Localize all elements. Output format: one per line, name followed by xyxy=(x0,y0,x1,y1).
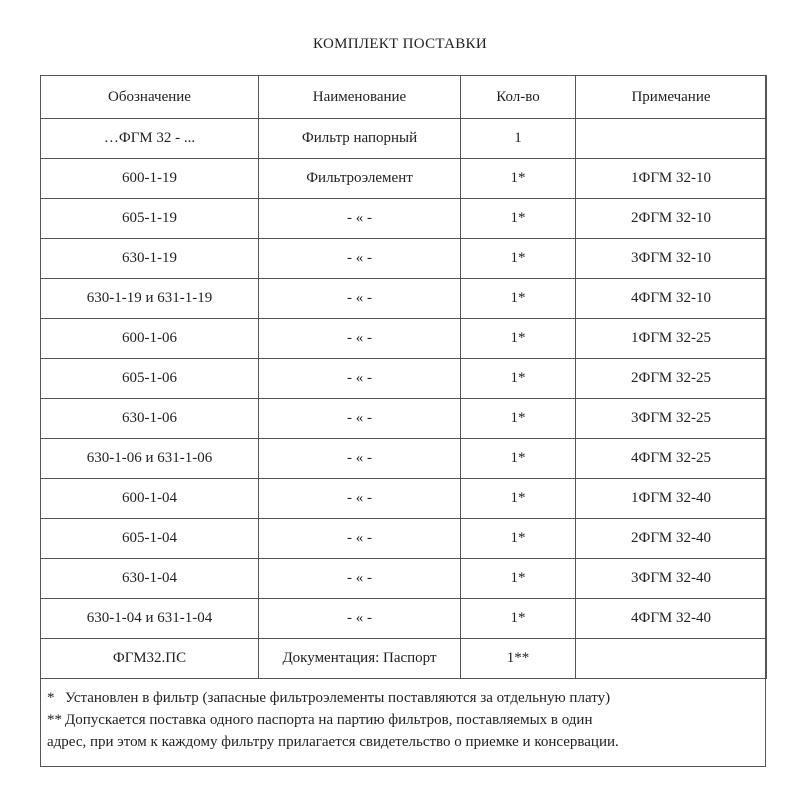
cell-designation: 630-1-04 xyxy=(41,559,259,599)
cell-quantity: 1* xyxy=(461,439,576,479)
cell-name: - « - xyxy=(259,279,461,319)
table-row xyxy=(41,359,767,399)
cell-name: - « - xyxy=(259,519,461,559)
table-row xyxy=(41,159,767,199)
supply-kit-frame xyxy=(40,75,766,767)
cell-note: 2ФГМ 32-40 xyxy=(576,519,767,559)
table-row xyxy=(41,439,767,479)
header-designation: Обозначение xyxy=(41,76,259,119)
footnotes xyxy=(47,687,759,753)
cell-designation: 600-1-06 xyxy=(41,319,259,359)
cell-name: - « - xyxy=(259,479,461,519)
cell-name: - « - xyxy=(259,199,461,239)
cell-note xyxy=(576,119,767,159)
cell-note: 2ФГМ 32-10 xyxy=(576,199,767,239)
table-row xyxy=(41,479,767,519)
cell-note: 2ФГМ 32-25 xyxy=(576,359,767,399)
cell-name: - « - xyxy=(259,399,461,439)
cell-name: - « - xyxy=(259,239,461,279)
header-quantity: Кол-во xyxy=(461,76,576,119)
cell-name: Фильтроэлемент xyxy=(259,159,461,199)
footnote-2-mark: ** xyxy=(47,712,62,728)
table-row xyxy=(41,559,767,599)
cell-quantity: 1** xyxy=(461,639,576,679)
table-row xyxy=(41,279,767,319)
cell-quantity: 1* xyxy=(461,159,576,199)
cell-designation: 600-1-04 xyxy=(41,479,259,519)
cell-name: - « - xyxy=(259,599,461,639)
footnote-2-text: Допускается поставка одного паспорта на партию фильтров, поставляемых в один xyxy=(65,712,593,728)
cell-name: - « - xyxy=(259,319,461,359)
table-body xyxy=(41,119,767,679)
cell-name: Документация: Паспорт xyxy=(259,639,461,679)
cell-designation: 630-1-04 и 631-1-04 xyxy=(41,599,259,639)
cell-quantity: 1* xyxy=(461,359,576,399)
table-row xyxy=(41,319,767,359)
header-note: Примечание xyxy=(576,76,767,119)
cell-note: 1ФГМ 32-40 xyxy=(576,479,767,519)
cell-designation: 605-1-19 xyxy=(41,199,259,239)
cell-quantity: 1* xyxy=(461,199,576,239)
cell-quantity: 1* xyxy=(461,319,576,359)
table-row xyxy=(41,199,767,239)
cell-note: 1ФГМ 32-25 xyxy=(576,319,767,359)
header-name: Наименование xyxy=(259,76,461,119)
cell-note: 3ФГМ 32-25 xyxy=(576,399,767,439)
table-header-row xyxy=(41,76,767,119)
table-row xyxy=(41,239,767,279)
cell-designation: 630-1-19 и 631-1-19 xyxy=(41,279,259,319)
cell-quantity: 1 xyxy=(461,119,576,159)
footnote-1-mark: * xyxy=(47,690,55,706)
supply-kit-table xyxy=(40,75,767,679)
cell-designation: 605-1-06 xyxy=(41,359,259,399)
cell-designation: 630-1-19 xyxy=(41,239,259,279)
cell-name: - « - xyxy=(259,559,461,599)
cell-note: 1ФГМ 32-10 xyxy=(576,159,767,199)
cell-note: 3ФГМ 32-10 xyxy=(576,239,767,279)
cell-name: - « - xyxy=(259,359,461,399)
cell-note xyxy=(576,639,767,679)
footnote-2-continuation: адрес, при этом к каждому фильтру прилагается свидетельство о приемке и консервации. xyxy=(47,734,619,750)
page-title: КОМПЛЕКТ ПОСТАВКИ xyxy=(313,36,487,52)
cell-note: 3ФГМ 32-40 xyxy=(576,559,767,599)
cell-quantity: 1* xyxy=(461,399,576,439)
cell-name: Фильтр напорный xyxy=(259,119,461,159)
table-row xyxy=(41,119,767,159)
cell-designation: 630-1-06 xyxy=(41,399,259,439)
cell-designation: 630-1-06 и 631-1-06 xyxy=(41,439,259,479)
cell-quantity: 1* xyxy=(461,239,576,279)
cell-name: - « - xyxy=(259,439,461,479)
cell-note: 4ФГМ 32-25 xyxy=(576,439,767,479)
cell-designation: 605-1-04 xyxy=(41,519,259,559)
cell-quantity: 1* xyxy=(461,559,576,599)
cell-designation: …ФГМ 32 - ... xyxy=(41,119,259,159)
cell-quantity: 1* xyxy=(461,479,576,519)
cell-quantity: 1* xyxy=(461,599,576,639)
table-row xyxy=(41,599,767,639)
cell-designation: 600-1-19 xyxy=(41,159,259,199)
cell-designation: ФГМ32.ПС xyxy=(41,639,259,679)
table-row xyxy=(41,639,767,679)
table-row xyxy=(41,399,767,439)
cell-note: 4ФГМ 32-10 xyxy=(576,279,767,319)
footnote-1 xyxy=(47,687,759,709)
cell-quantity: 1* xyxy=(461,279,576,319)
footnote-1-text: Установлен в фильтр (запасные фильтроэлементы поставляются за отдельную плату) xyxy=(65,690,611,706)
table-row xyxy=(41,519,767,559)
cell-quantity: 1* xyxy=(461,519,576,559)
footnote-2 xyxy=(47,709,759,731)
cell-note: 4ФГМ 32-40 xyxy=(576,599,767,639)
